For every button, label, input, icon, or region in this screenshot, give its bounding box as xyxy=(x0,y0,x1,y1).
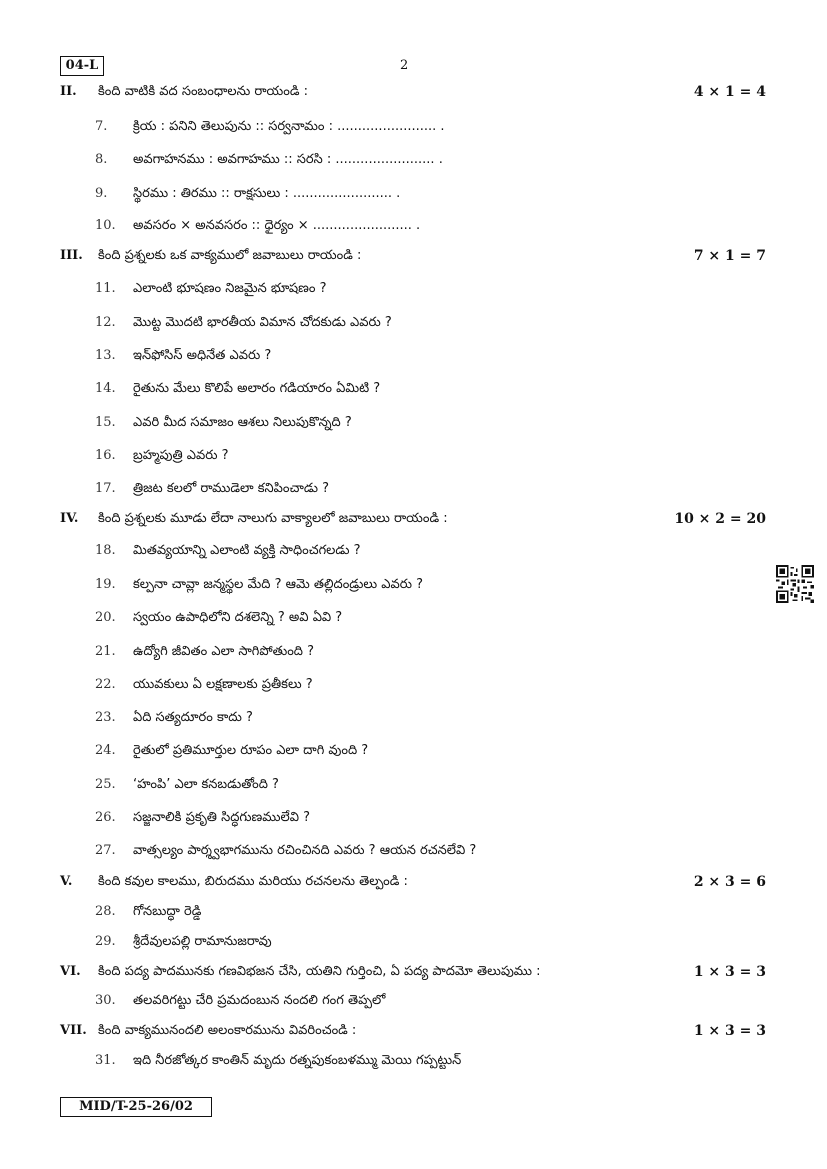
section-number: III. xyxy=(60,248,83,263)
question-item xyxy=(95,413,352,433)
section-instruction: కింది ప్రశ్నలకు ఒక వాక్యములో జవాబులు రాయండి : xyxy=(98,248,362,263)
question-item xyxy=(95,775,279,795)
question-text: కల్పనా చావ్లా జన్మస్థల మేది ? ఆమె తల్లిదండ్రులు ఎవరు ? xyxy=(133,577,423,592)
question-item xyxy=(95,575,423,595)
question-text: త్రిజట కలలో రాముడెలా కనిపించాడు ? xyxy=(133,481,329,496)
question-item xyxy=(95,841,476,861)
question-text: మొట్ట మొదటి భారతీయ విమాన చోదకుడు ఎవరు ? xyxy=(133,315,392,330)
question-item xyxy=(95,279,327,299)
question-number: 8. xyxy=(95,152,108,167)
question-number: 11. xyxy=(95,281,116,296)
question-item xyxy=(95,150,443,170)
question-item xyxy=(95,675,313,695)
question-item xyxy=(95,1051,461,1071)
question-text: గోనబుద్ధా రెడ్డి xyxy=(133,904,202,919)
section-number: VI. xyxy=(60,964,81,979)
question-number: 29. xyxy=(95,934,116,949)
question-text: ‘హంపి’ ఎలా కనబడుతోంది ? xyxy=(133,777,279,792)
question-number: 19. xyxy=(95,577,116,592)
section-number: VII. xyxy=(60,1023,87,1038)
section-marks: 2 × 3 = 6 xyxy=(693,874,766,890)
question-number: 14. xyxy=(95,381,116,396)
question-number: 16. xyxy=(95,448,116,463)
question-item xyxy=(95,379,380,399)
question-item xyxy=(95,902,201,922)
question-text: యువకులు ఏ లక్షణాలకు ప్రతీకలు ? xyxy=(133,677,313,692)
question-item xyxy=(95,216,420,236)
question-text: తలవరిగట్టు చేరి ప్రమదంబున నందలి గంగ తెప్పలో xyxy=(133,993,386,1008)
question-text: క్రియ : పనిని తెలుపును :: సర్వనామం : ........................ . xyxy=(133,119,445,134)
question-number: 9. xyxy=(95,186,108,201)
question-item xyxy=(95,932,272,952)
qr-code-icon xyxy=(776,565,814,603)
question-text: అవగాహనము : అవగాహము :: సరసి : ........................ . xyxy=(133,152,443,167)
section-heading xyxy=(60,509,766,529)
question-item xyxy=(95,313,392,333)
question-item xyxy=(95,346,271,366)
question-item xyxy=(95,608,342,628)
question-number: 20. xyxy=(95,610,116,625)
section-marks: 7 × 1 = 7 xyxy=(693,248,766,264)
question-text: వాత్సల్యం పార్శ్వభాగమును రచించినది ఎవరు ? ఆయన రచనలేవి ? xyxy=(133,843,477,858)
question-number: 12. xyxy=(95,315,116,330)
question-text: స్థిరము : తిరము :: రాక్షసులు : ........................ . xyxy=(133,186,401,201)
question-number: 15. xyxy=(95,415,116,430)
question-item xyxy=(95,642,314,662)
question-text: రైతులో ప్రతిమూర్తుల రూపం ఎలా దాగి వుంది ? xyxy=(133,743,369,758)
question-item xyxy=(95,117,445,137)
question-text: ఎవరి మీద సమాజం ఆశలు నిలుపుకొన్నది ? xyxy=(133,415,352,430)
question-text: ఏది సత్యదూరం కాదు ? xyxy=(133,710,253,725)
question-text: ఇన్‌ఫోసిస్ అధినేత ఎవరు ? xyxy=(133,348,272,363)
section-instruction: కింది వాక్యమునందలి అలంకారమును వివరించండి : xyxy=(98,1023,357,1038)
question-number: 25. xyxy=(95,777,116,792)
question-number: 26. xyxy=(95,810,116,825)
section-number: IV. xyxy=(60,511,79,526)
question-number: 24. xyxy=(95,743,116,758)
question-item xyxy=(95,541,361,561)
question-item xyxy=(95,446,228,466)
section-instruction: కింది వాటికి వద సంబంధాలను రాయండి : xyxy=(98,84,308,99)
page-number: 2 xyxy=(400,58,409,73)
question-number: 23. xyxy=(95,710,116,725)
section-heading xyxy=(60,82,766,102)
section-marks: 1 × 3 = 3 xyxy=(693,1023,766,1039)
question-text: స్వయం ఉపాధిలోని దశలెన్ని ? అవి ఏవి ? xyxy=(133,610,343,625)
question-number: 21. xyxy=(95,644,116,659)
question-item xyxy=(95,991,385,1011)
question-item xyxy=(95,808,310,828)
question-number: 27. xyxy=(95,843,116,858)
question-number: 28. xyxy=(95,904,116,919)
section-heading xyxy=(60,246,766,266)
question-text: అవసరం × అనవసరం :: ధైర్యం × ........................ . xyxy=(133,218,421,233)
section-instruction: కింది కవుల కాలము, బిరుదము మరియు రచనలను తెల్పండి : xyxy=(98,874,408,889)
question-item xyxy=(95,708,253,728)
question-number: 13. xyxy=(95,348,116,363)
question-number: 31. xyxy=(95,1053,116,1068)
section-number: II. xyxy=(60,84,77,99)
question-text: ఉద్యోగి జీవితం ఎలా సాగిపోతుంది ? xyxy=(133,644,314,659)
question-text: రైతును మేలు కొలిపే అలారం గడియారం ఏమిటి ? xyxy=(133,381,381,396)
question-number: 7. xyxy=(95,119,108,134)
section-instruction: కింది పద్య పాదమునకు గణవిభజన చేసి, యతిని గుర్తించి, ఏ పద్య పాదమో తెలుపుము : xyxy=(98,964,541,979)
question-text: మితవ్యయాన్ని ఎలాంటి వ్యక్తి సాధించగలడు ? xyxy=(133,543,361,558)
question-number: 10. xyxy=(95,218,116,233)
question-item xyxy=(95,479,329,499)
section-heading xyxy=(60,872,766,892)
question-text: శ్రీదేవులపల్లి రామానుజరావు xyxy=(133,934,272,949)
section-heading xyxy=(60,1021,766,1041)
footer-code: MID/T-25-26/02 xyxy=(60,1097,212,1117)
question-number: 18. xyxy=(95,543,116,558)
question-text: సజ్జనాలికి ప్రకృతి సిద్ధగుణములేవి ? xyxy=(133,810,310,825)
section-number: V. xyxy=(60,874,73,889)
question-text: ఎలాంటి భూషణం నిజమైన భూషణం ? xyxy=(133,281,327,296)
section-marks: 4 × 1 = 4 xyxy=(693,84,766,100)
section-marks: 1 × 3 = 3 xyxy=(693,964,766,980)
question-item xyxy=(95,184,400,204)
section-marks: 10 × 2 = 20 xyxy=(674,511,766,527)
question-number: 30. xyxy=(95,993,116,1008)
question-text: ఇది నీరజోత్కర కాంతిన్ మృదు రత్నపుకంబళమ్ము మెయి గప్పట్టున్ xyxy=(133,1053,462,1068)
question-item xyxy=(95,741,368,761)
question-text: బ్రహ్మపుత్రి ఎవరు ? xyxy=(133,448,229,463)
paper-code: 04-L xyxy=(60,56,104,76)
section-instruction: కింది ప్రశ్నలకు మూడు లేదా నాలుగు వాక్యాలలో జవాబులు రాయండి : xyxy=(98,511,448,526)
question-number: 22. xyxy=(95,677,116,692)
section-heading xyxy=(60,962,766,982)
question-number: 17. xyxy=(95,481,116,496)
